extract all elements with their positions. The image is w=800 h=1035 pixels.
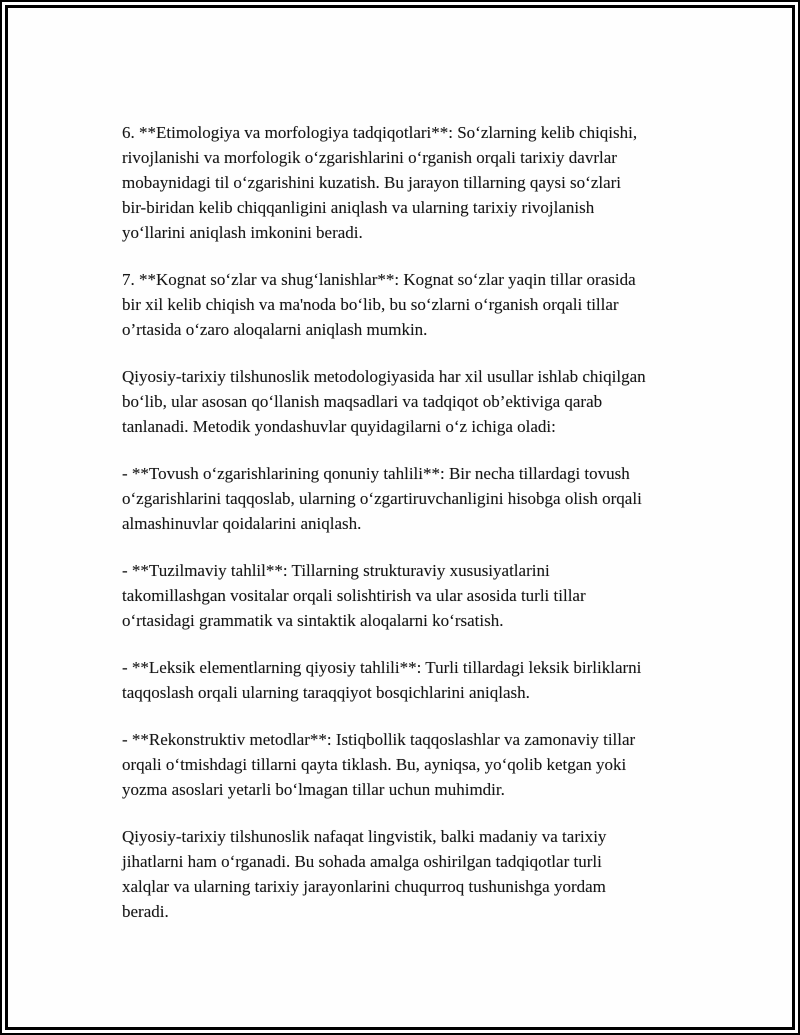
text-line: - **Tovush o‘zgarishlarining qonuniy tahlili**: Bir necha tillardagi tovush [122,464,630,483]
paragraph [122,461,714,536]
text-line: o‘zgarishlarini taqqoslab, ularning o‘zgartiruvchanligini hisobga olish orqali [122,489,642,508]
paragraph [122,120,714,245]
text-line: tanlanadi. Metodik yondashuvlar quyidagilarni o‘z ichiga oladi: [122,417,556,436]
text-line: o’rtasida o‘zaro aloqalarni aniqlash mumkin. [122,320,428,339]
paragraph [122,655,714,705]
text-line: Qiyosiy-tarixiy tilshunoslik metodologiyasida har xil usullar ishlab chiqilgan [122,367,646,386]
text-line: xalqlar va ularning tarixiy jarayonlarini chuqurroq tushunishga yordam [122,877,606,896]
text-line: takomillashgan vositalar orqali solishtirish va ular asosida turli tillar [122,586,586,605]
text-line: o‘rtasidagi grammatik va sintaktik aloqalarni ko‘rsatish. [122,611,504,630]
text-line: orqali o‘tmishdagi tillarni qayta tiklash. Bu, ayniqsa, yo‘qolib ketgan yoki [122,755,627,774]
text-line: bir xil kelib chiqish va ma'noda bo‘lib, bu so‘zlarni o‘rganish orqali tillar [122,295,619,314]
paragraph [122,558,714,633]
text-line: bo‘lib, ular asosan qo‘llanish maqsadlari va tadqiqot ob’ektiviga qarab [122,392,603,411]
text-line: almashinuvlar qoidalarini aniqlash. [122,514,362,533]
text-line: rivojlanishi va morfologik o‘zgarishlarini o‘rganish orqali tarixiy davrlar [122,148,617,167]
text-line: yozma asoslari yetarli bo‘lmagan tillar uchun muhimdir. [122,780,505,799]
text-line: bir-biridan kelib chiqqanligini aniqlash va ularning tarixiy rivojlanish [122,198,595,217]
text-line: Qiyosiy-tarixiy tilshunoslik nafaqat lingvistik, balki madaniy va tarixiy [122,827,607,846]
paragraph [122,727,714,802]
text-line: yo‘llarini aniqlash imkonini beradi. [122,223,363,242]
page-inner-border [5,5,795,1030]
document-body [122,120,714,946]
text-line: 6. **Etimologiya va morfologiya tadqiqotlari**: So‘zlarning kelib chiqishi, [122,123,638,142]
paragraph [122,364,714,439]
text-line: taqqoslash orqali ularning taraqqiyot bosqichlarini aniqlash. [122,683,530,702]
text-line: - **Tuzilmaviy tahlil**: Tillarning strukturaviy xususiyatlarini [122,561,550,580]
text-line: - **Rekonstruktiv metodlar**: Istiqbollik taqqoslashlar va zamonaviy tillar [122,730,636,749]
paragraph [122,824,714,924]
text-line: beradi. [122,902,169,921]
text-line: jihatlarni ham o‘rganadi. Bu sohada amalga oshirilgan tadqiqotlar turli [122,852,602,871]
text-line: - **Leksik elementlarning qiyosiy tahlili**: Turli tillardagi leksik birliklarni [122,658,642,677]
text-line: 7. **Kognat so‘zlar va shug‘lanishlar**: Kognat so‘zlar yaqin tillar orasida [122,270,636,289]
paragraph [122,267,714,342]
text-line: mobaynidagi til o‘zgarishini kuzatish. Bu jarayon tillarning qaysi so‘zlari [122,173,622,192]
